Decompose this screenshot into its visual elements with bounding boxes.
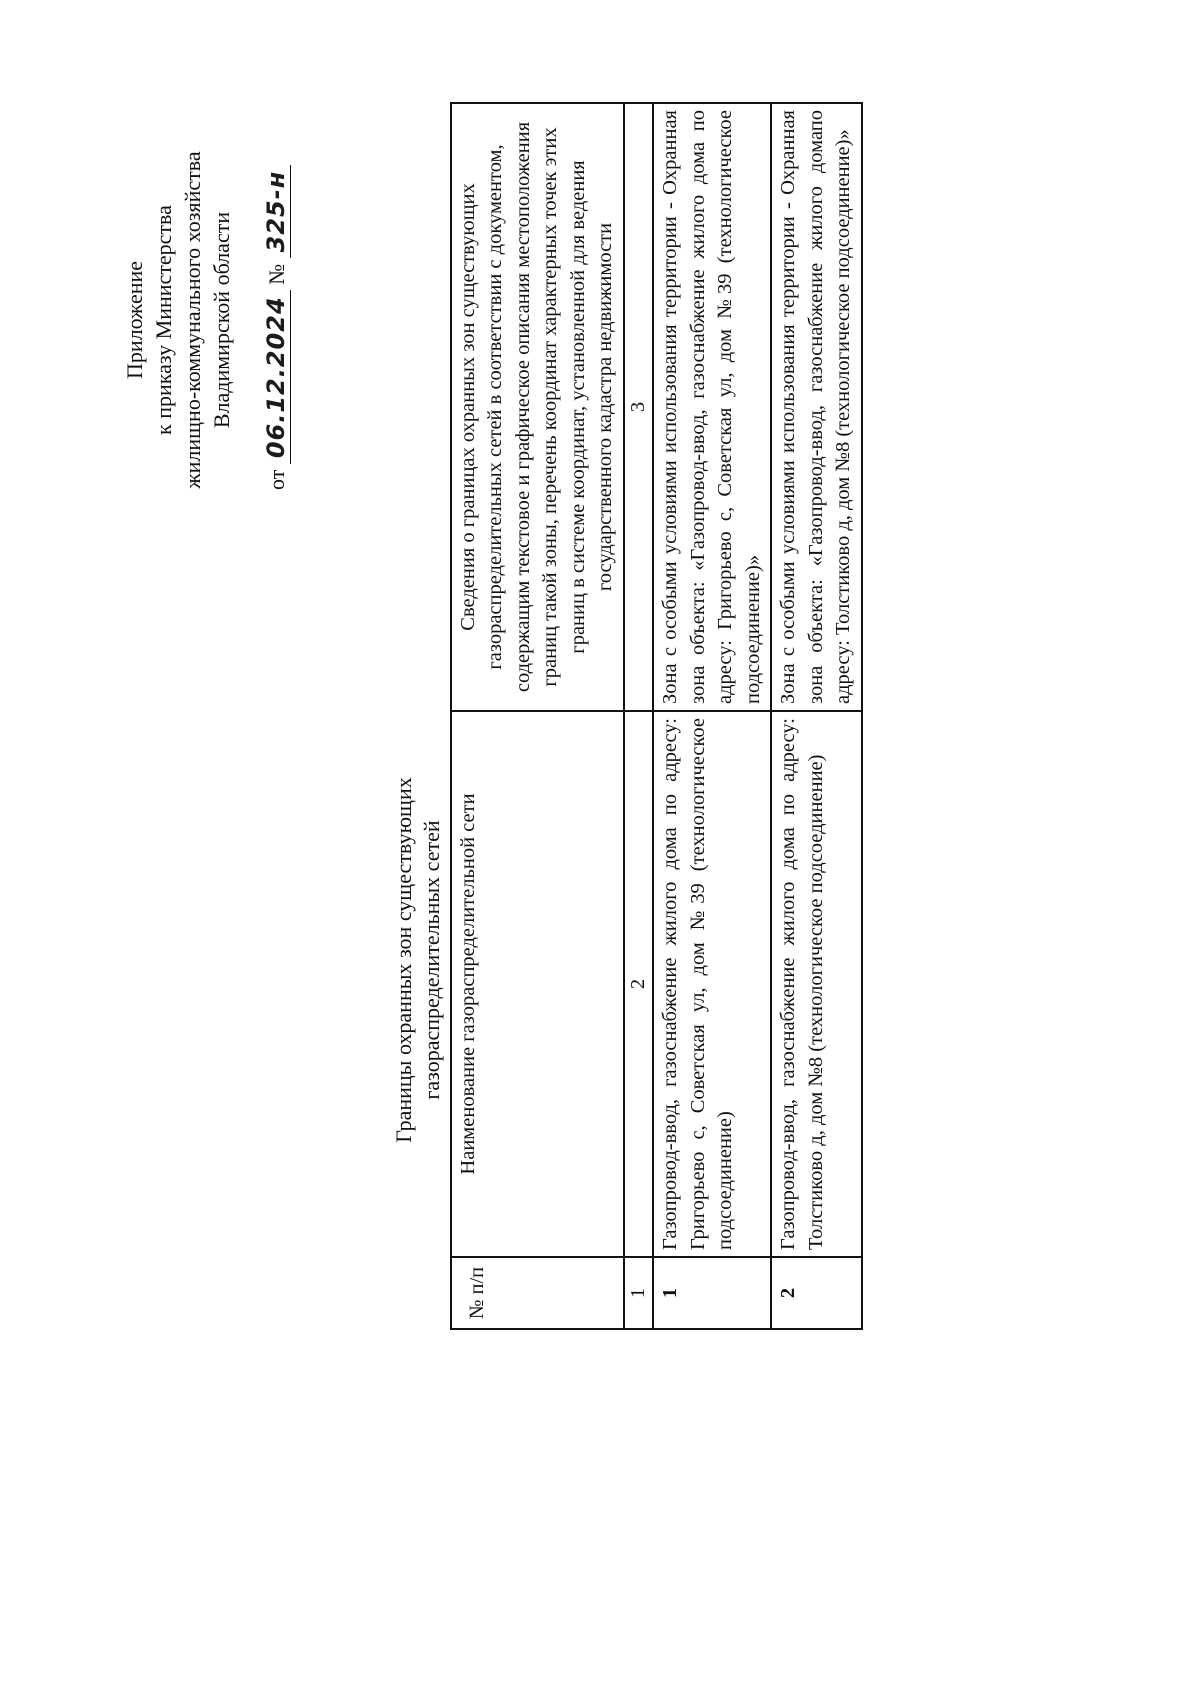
column-number: 3 xyxy=(624,103,653,711)
document-title xyxy=(390,520,445,1400)
column-number: 2 xyxy=(624,711,653,1257)
row-zone-info: Зона с особыми условиями использования территории - Охранная зона объекта: «Газопровод-ввод, газоснабжение жилого домапо адресу: Толстиково д, дом №8 (технологическое подсоединение)» xyxy=(771,103,861,711)
title-line: газораспределительных сетей xyxy=(418,820,444,1100)
table-row xyxy=(771,103,861,1329)
appendix-header xyxy=(120,100,236,540)
handwritten-date: 06.12.2024 xyxy=(262,290,291,464)
handwritten-number: 325-н xyxy=(262,165,291,259)
appendix-line: к приказу Министерства xyxy=(151,205,177,435)
title-line: Границы охранных зон существующих xyxy=(391,777,416,1143)
row-index: 2 xyxy=(771,1257,861,1329)
appendix-line: Владимирской области xyxy=(209,211,235,429)
date-prefix: от xyxy=(264,469,289,490)
appendix-line: Приложение xyxy=(122,260,147,380)
order-date-line xyxy=(262,70,291,490)
table-header-row xyxy=(451,103,624,1329)
rotated-content xyxy=(0,40,1100,1640)
row-index: 1 xyxy=(653,1257,771,1329)
row-zone-info: Зона с особыми условиями использования территории - Охранная зона объекта: «Газопровод-ввод, газоснабжение жилого дома по адресу: Григорьево с, Советская ул, дом №39 (технологическое подсоединение)» xyxy=(653,103,771,711)
header-zone-info: Сведения о границах охранных зон существующих газораспределительных сетей в соответствии с документом, содержащим текстовое и графическое описания местоположения границ такой зоны, перечень координат характерных точек этих границ в системе координат, установленной для ведения государственного кадастра недвижимости xyxy=(451,103,624,711)
header-number: № п/п xyxy=(451,1257,624,1329)
header-network-name: Наименование газораспределительной сети xyxy=(451,711,624,1257)
column-number-row xyxy=(624,103,653,1329)
table-row xyxy=(653,103,771,1329)
appendix-line: жилищно-коммунального хозяйства xyxy=(180,151,206,489)
column-number: 1 xyxy=(624,1257,653,1329)
row-network-name: Газопровод-ввод, газоснабжение жилого дома по адресу: Григорьево с, Советская ул, дом №39 (технологическое подсоединение) xyxy=(653,711,771,1257)
row-network-name: Газопровод-ввод, газоснабжение жилого дома по адресу: Толстиково д, дом №8 (технологическое подсоединение) xyxy=(771,711,861,1257)
number-prefix: № xyxy=(264,263,289,285)
protection-zones-table xyxy=(450,102,863,1330)
